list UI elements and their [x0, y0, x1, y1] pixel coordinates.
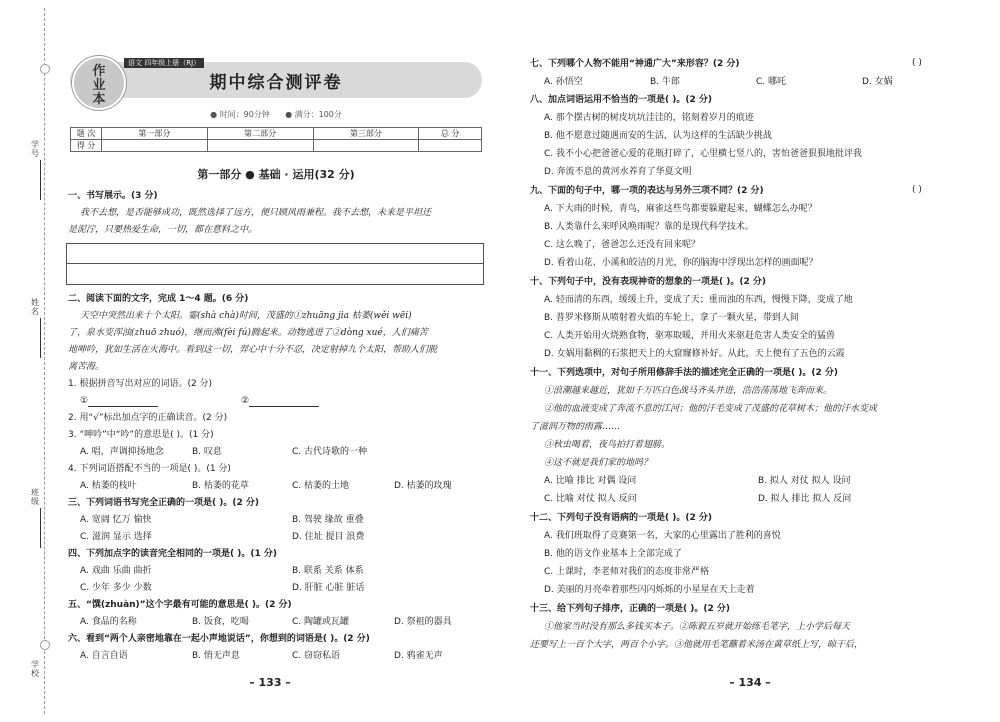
cut-line — [44, 8, 45, 714]
option[interactable]: C. 人类开始用火烧熟食物，驱寒取暖，并用火来驱赶危害人类安全的猛兽 — [544, 331, 836, 341]
passage-line: ②他的血液变成了奔流不息的江河；他的汗毛变成了茂盛的花草树木；他的汗水变成 — [544, 404, 878, 414]
option[interactable]: B. 驾驶 缘故 重叠 — [292, 515, 364, 525]
option[interactable]: A. 戏曲 乐曲 曲折 — [80, 566, 152, 576]
option[interactable]: A. 轻而清的东西，缓缓上升，变成了天；重而浊的东西，慢慢下降，变成了地 — [544, 295, 853, 305]
blank-label: ② — [241, 396, 250, 406]
score-table-header-row — [71, 128, 482, 140]
option[interactable]: B. 联系 关系 体系 — [292, 566, 364, 576]
option-row — [80, 446, 164, 458]
score-input-part2[interactable] — [207, 140, 313, 152]
option[interactable]: D. 女娲用黏稠的石浆把天上的大窟窿修补好。从此，天上便有了五色的云霞 — [544, 349, 845, 359]
option[interactable]: A. 唱，声调抑扬地念 — [80, 447, 164, 457]
binding-hole — [40, 64, 50, 74]
binding-hole — [40, 640, 50, 650]
option[interactable]: C. 这么晚了，爸爸怎么还没有回来呢？ — [544, 240, 701, 250]
sub-question: 1. 根据拼音写出对应的词语。(2 分) — [68, 379, 213, 389]
option[interactable]: C. 滋润 显示 选择 — [80, 532, 152, 542]
question-heading: 二、阅读下面的文字，完成 1～4 题。(6 分) — [68, 294, 249, 304]
question-heading: 七、下列哪个人物不能用“神通广大”来形容？(2 分) — [530, 59, 740, 69]
score-input-part3[interactable] — [313, 140, 419, 152]
option[interactable]: A. 那个摆古树的树皮坑坑洼洼的，铭刻着岁月的痕迹 — [544, 113, 754, 123]
answer-blank-2[interactable] — [249, 397, 319, 407]
passage-line: 了滋润万物的雨露…… — [530, 422, 621, 432]
option[interactable]: A. 枯萎的枝叶 — [80, 481, 137, 491]
option[interactable]: B. 悄无声息 — [192, 651, 240, 661]
question-heading: 九、下面的句子中，哪一项的表达与另外三项不同？(2 分) — [530, 186, 764, 196]
field-class-label: 班级 — [31, 488, 39, 506]
passage-line: 离苦海。 — [68, 362, 105, 372]
passage-line: 了，泉水变浑浊(zhuō zhuó)，继而沸(fèi fú)腾起来。动物逃进了②dòng xué，人们痛苦 — [68, 328, 428, 338]
binding-margin — [0, 0, 62, 722]
writing-box[interactable] — [66, 243, 484, 285]
option[interactable]: D. 女娲 — [862, 77, 893, 87]
right-page — [500, 0, 1000, 722]
option[interactable]: B. 牛郎 — [650, 77, 680, 87]
blank-label: ① — [80, 396, 89, 406]
score-input-total[interactable] — [419, 140, 482, 152]
question-heading: 三、下列词语书写完全正确的一项是( )。(2 分) — [68, 498, 259, 508]
table-cell: 第二部分 — [207, 128, 313, 140]
option[interactable]: B. 普罗米修斯从喷射着火焰的车轮上，拿了一颗火星，带到人间 — [544, 313, 799, 323]
option[interactable]: D. 拟人 排比 拟人 反问 — [758, 494, 852, 504]
option[interactable]: B. 叹息 — [192, 447, 222, 457]
field-school-label: 学校 — [31, 660, 39, 678]
passage-line: 天空中突然出来十个太阳。霎(shà chà)时间，茂盛的①zhuāng jia 枯萎(wěi wēi) — [80, 311, 412, 321]
passage-line: 地呻吟，犹如生活在火海中。看到这一切，羿心中十分不忍，决定射掉九个太阳，帮助人们脱 — [68, 345, 438, 355]
passage-line: ①他家当时没有那么多钱买本子。②陈毅五岁就开始练毛笔字，上小学后每天 — [544, 622, 851, 632]
option[interactable]: C. 窃窃私语 — [292, 651, 341, 661]
passage-line: ①浪潮越来越近，犹如千万匹白色战马齐头并进，浩浩荡荡地飞奔而来。 — [544, 386, 833, 396]
option[interactable]: B. 他的语文作业基本上全部完成了 — [544, 549, 682, 559]
sub-question: 4. 下列词语搭配不当的一项是( )。(1 分) — [68, 464, 231, 474]
question-heading: 十一、下列选项中，对句子所用修辞手法的描述完全正确的一项是( )。(2 分) — [530, 368, 838, 378]
field-name-line[interactable] — [40, 318, 41, 358]
question-heading: 十、下列句子中，没有表现神奇的想象的一项是( )。(2 分) — [530, 277, 766, 287]
option[interactable]: C. 少年 多少 少数 — [80, 583, 152, 593]
option[interactable]: A. 比喻 排比 对偶 设问 — [544, 476, 637, 486]
option[interactable]: A. 自言自语 — [80, 651, 128, 661]
option[interactable]: D. 奔流不息的黄河水养育了华夏文明 — [544, 167, 692, 177]
option[interactable]: B. 人类靠什么来呼风唤雨呢？靠的是现代科学技术。 — [544, 222, 754, 232]
field-name-label: 姓名 — [31, 298, 39, 316]
table-cell: 总 分 — [419, 128, 482, 140]
page-number: – 134 – — [729, 676, 771, 689]
question-heading: 十二、下列句子没有语病的一项是( )。(2 分) — [530, 513, 712, 523]
question-heading: 四、下列加点字的读音完全相同的一项是( )。(1 分) — [68, 549, 277, 559]
option[interactable]: A. 下大雨的时候，青鸟，麻雀这些鸟都要躲避起来，蝴蝶怎么办呢？ — [544, 204, 817, 214]
passage-line: ④这不就是我们家的地吗？ — [544, 458, 653, 468]
exam-title: 期中综合测评卷 — [209, 73, 343, 93]
table-cell: 第三部分 — [313, 128, 419, 140]
question-heading: 一、书写展示。(3 分) — [68, 191, 158, 201]
part1-heading: 第一部分 ● 基础 · 运用(32 分) — [197, 168, 355, 181]
table-cell: 题 次 — [71, 128, 102, 140]
option[interactable]: A. 孙悟空 — [544, 77, 583, 87]
blank-row — [80, 395, 319, 407]
table-cell: 第一部分 — [102, 128, 208, 140]
score-table — [70, 127, 482, 152]
passage-line: 我不去想，是否能够成功，既然选择了远方，便只顾风雨兼程。我不去想，未来是平坦还 — [80, 208, 432, 218]
option[interactable]: D. 看着山花、小溪和皎洁的月光，你的脑海中浮现出怎样的画面呢？ — [544, 258, 818, 268]
question-heading: 五、“馔(zhuàn)”这个字最有可能的意思是( )。(2 分) — [68, 600, 292, 610]
sub-question: 2. 用“√”标出加点字的正确读音。(2 分) — [68, 413, 228, 423]
option[interactable]: D. 祭祖的器具 — [394, 617, 452, 627]
option[interactable]: B. 拟人 对仗 拟人 设问 — [758, 476, 851, 486]
subject-tag: 语文 四年级上册（RJ） — [124, 58, 204, 68]
option[interactable]: C. 上课时，李老师对我们的态度非常严格 — [544, 567, 710, 577]
option[interactable]: D. 肝脏 心脏 脏话 — [292, 583, 365, 593]
answer-paren[interactable]: ( ) — [912, 58, 922, 68]
question-heading: 六、看到“两个人亲密地靠在一起小声地说话”，你想到的词语是( )。(2 分) — [68, 634, 370, 644]
field-student-id-label: 学号 — [31, 140, 39, 158]
passage-line: ③秋虫喝着，夜鸟拍打着翅膀。 — [544, 440, 671, 450]
table-cell: 得 分 — [71, 140, 102, 152]
option[interactable]: C. 古代诗歌的一种 — [292, 447, 368, 457]
answer-blank-1[interactable] — [88, 397, 158, 407]
option[interactable]: A. 宽阔 忆万 愉快 — [80, 515, 152, 525]
option[interactable]: D. 住址 提目 浪费 — [292, 532, 365, 542]
field-student-id-line[interactable] — [40, 160, 41, 200]
answer-paren[interactable]: ( ) — [912, 185, 922, 195]
exam-meta — [70, 109, 482, 120]
passage-line: 是泥泞，只要热爱生命，一切，都在意料之中。 — [68, 225, 258, 235]
option[interactable]: C. 哪吒 — [756, 77, 787, 87]
option[interactable]: D. 美丽的月亮牵着那些闪闪烁烁的小星星在天上走着 — [544, 585, 755, 595]
option[interactable]: C. 枯萎的土地 — [292, 481, 350, 491]
option[interactable]: B. 饭食，吃喝 — [192, 617, 249, 627]
full-score: ● 满分：100分 — [285, 110, 342, 119]
page-number: – 133 – — [249, 676, 291, 689]
option[interactable]: D. 枯萎的玫瑰 — [394, 481, 452, 491]
option[interactable]: C. 陶罐或瓦罐 — [292, 617, 350, 627]
passage-line: 还要写上一百个大字，两百个小字。③他就用毛笔蘸着米汤在黄草纸上写，晾干后， — [530, 640, 864, 650]
time-limit: ● 时间：90分钟 — [210, 110, 270, 119]
writing-box-divider — [67, 263, 483, 264]
option[interactable]: D. 鸦雀无声 — [394, 651, 443, 661]
option[interactable]: B. 枯萎的花草 — [192, 481, 249, 491]
option[interactable]: C. 我不小心把爸爸心爱的花瓶打碎了，心里横七竖八的，害怕爸爸狠狠地批评我 — [544, 149, 863, 159]
option[interactable]: B. 他不愿意过随遇而安的生活，认为这样的生活缺少挑战 — [544, 131, 772, 141]
question-heading: 十三、给下列句子排序，正确的一项是( )。(2 分) — [530, 604, 730, 614]
badge-text: 作业本 — [92, 64, 106, 107]
option[interactable]: A. 食品的名称 — [80, 617, 137, 627]
option[interactable]: A. 我们班取得了竞赛第一名，大家的心里露出了胜利的喜悦 — [544, 531, 781, 541]
question-heading: 八、加点词语运用不恰当的一项是( )。(2 分) — [530, 95, 712, 105]
score-table-score-row — [71, 140, 482, 152]
sub-question: 3. “呻吟”中“吟”的意思是( )。(1 分) — [68, 430, 214, 440]
option[interactable]: C. 比喻 对仗 拟人 反问 — [544, 494, 637, 504]
score-input-part1[interactable] — [102, 140, 208, 152]
field-class-line[interactable] — [40, 508, 41, 548]
